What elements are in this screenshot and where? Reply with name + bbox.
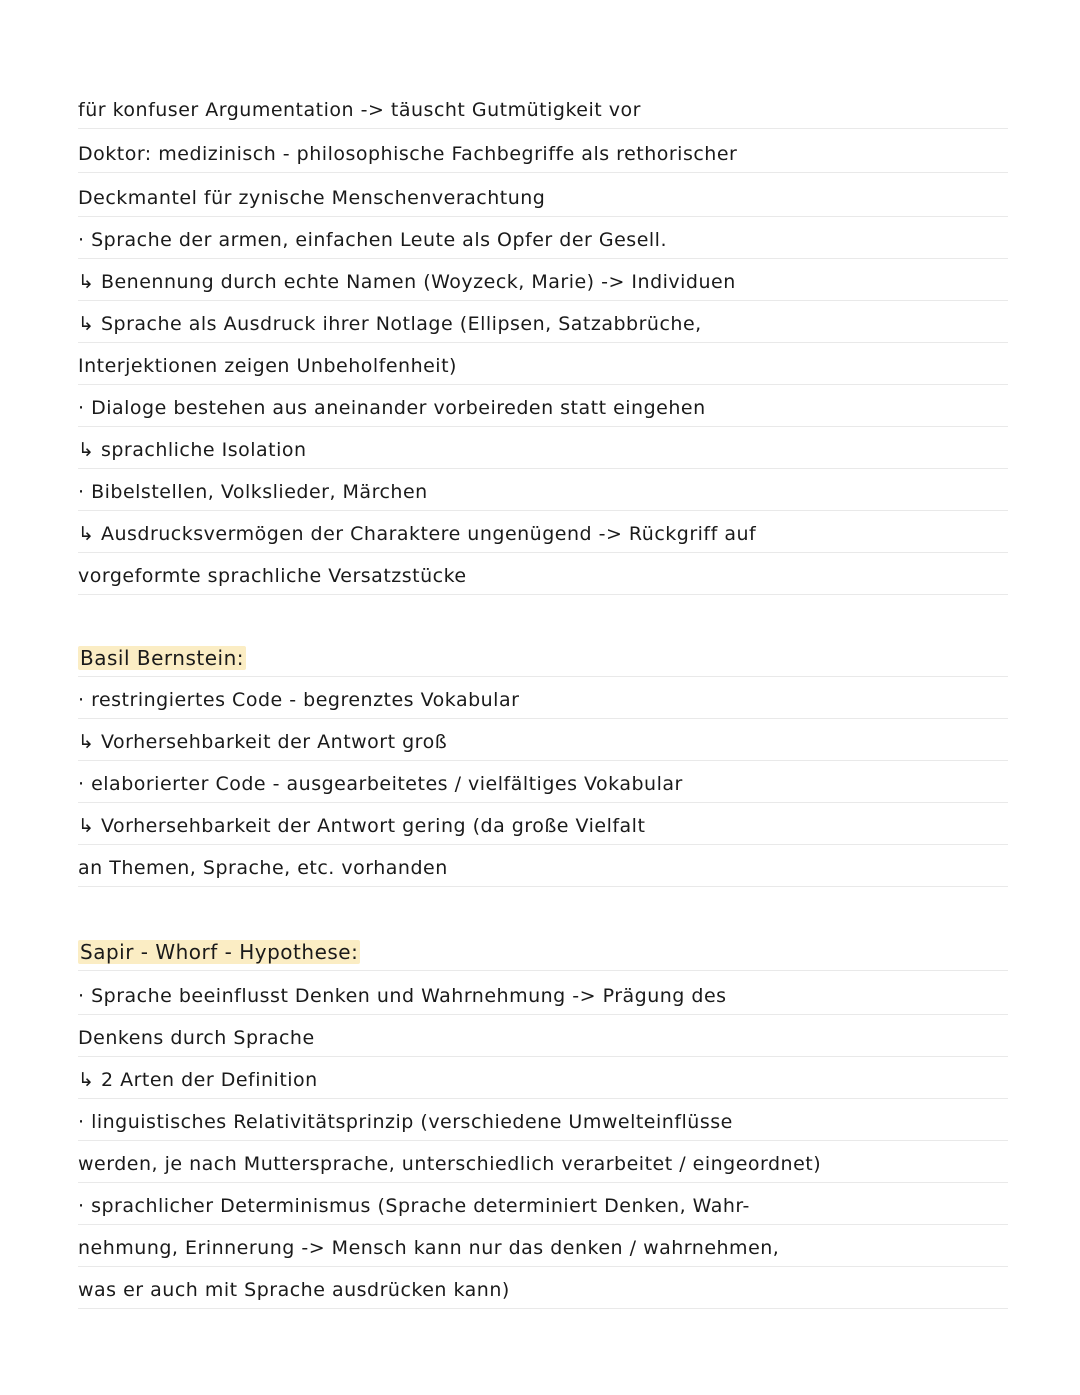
- note-line: Interjektionen zeigen Unbeholfenheit): [78, 348, 1008, 385]
- section-heading: [78, 934, 1008, 971]
- section-heading-text: Sapir - Whorf - Hypothese:: [80, 940, 359, 964]
- note-line: · Bibelstellen, Volkslieder, Märchen: [78, 474, 1008, 511]
- note-line: · elaborierter Code - ausgearbeitetes / vielfältiges Vokabular: [78, 766, 1008, 803]
- note-line: · sprachlicher Determinismus (Sprache determiniert Denken, Wahr-: [78, 1188, 1008, 1225]
- note-line: an Themen, Sprache, etc. vorhanden: [78, 850, 1008, 887]
- note-line: Doktor: medizinisch - philosophische Fachbegriffe als rethorischer: [78, 136, 1008, 173]
- note-line: · linguistisches Relativitätsprinzip (verschiedene Umwelteinflüsse: [78, 1104, 1008, 1141]
- section-heading-text: Basil Bernstein:: [80, 646, 244, 670]
- note-line: ↳ 2 Arten der Definition: [78, 1062, 1008, 1099]
- note-line: ↳ Ausdrucksvermögen der Charaktere ungenügend -> Rückgriff auf: [78, 516, 1008, 553]
- note-line: ↳ sprachliche Isolation: [78, 432, 1008, 469]
- note-line: ↳ Sprache als Ausdruck ihrer Notlage (Ellipsen, Satzabbrüche,: [78, 306, 1008, 343]
- note-line: nehmung, Erinnerung -> Mensch kann nur das denken / wahrnehmen,: [78, 1230, 1008, 1267]
- note-line: · Dialoge bestehen aus aneinander vorbeireden statt eingehen: [78, 390, 1008, 427]
- note-line: · restringiertes Code - begrenztes Vokabular: [78, 682, 1008, 719]
- note-line: ↳ Vorhersehbarkeit der Antwort gering (da große Vielfalt: [78, 808, 1008, 845]
- note-line: werden, je nach Muttersprache, unterschiedlich verarbeitet / eingeordnet): [78, 1146, 1008, 1183]
- note-line: Deckmantel für zynische Menschenverachtung: [78, 180, 1008, 217]
- note-line: was er auch mit Sprache ausdrücken kann): [78, 1272, 1008, 1309]
- note-line: ↳ Vorhersehbarkeit der Antwort groß: [78, 724, 1008, 761]
- note-line: Denkens durch Sprache: [78, 1020, 1008, 1057]
- section-heading: [78, 640, 1008, 677]
- note-line: · Sprache beeinflusst Denken und Wahrnehmung -> Prägung des: [78, 978, 1008, 1015]
- note-line: · Sprache der armen, einfachen Leute als Opfer der Gesell.: [78, 222, 1008, 259]
- note-line: ↳ Benennung durch echte Namen (Woyzeck, Marie) -> Individuen: [78, 264, 1008, 301]
- note-line: für konfuser Argumentation -> täuscht Gutmütigkeit vor: [78, 92, 1008, 129]
- note-line: vorgeformte sprachliche Versatzstücke: [78, 558, 1008, 595]
